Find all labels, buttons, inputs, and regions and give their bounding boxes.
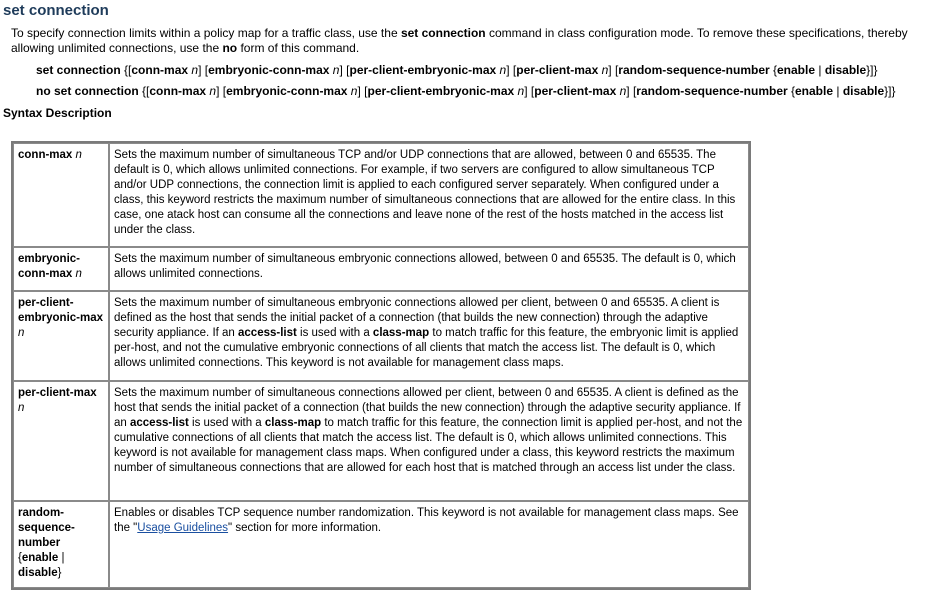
usage-guidelines-link[interactable]: Usage Guidelines bbox=[137, 522, 229, 534]
description-cell: Sets the maximum number of simultaneous TCP and/or UDP connections that are allowed, between 0 and 65535. The default is 0, which allows unlimited connections. For example, if two servers are configured to allow simultaneous TCP and/or UDP connections, the connection limit is applied to each configured server separately. When configured under a class, this keyword restricts the maximum number of simultaneous connections that are allowed for the entire class. In this case, one atack host can consume all the connections and leave none of the rest of the hosts matched in the access list under the class. bbox=[109, 143, 749, 247]
page-title: set connection bbox=[3, 2, 109, 19]
table-row bbox=[13, 501, 749, 588]
syntax-line-no-set: no set connection {[conn-max n] [embryonic-conn-max n] [per-client-embryonic-max n] [per-client-max n] [random-sequence-number {enable | disable}]} bbox=[36, 84, 896, 98]
syntax-line-set: set connection {[conn-max n] [embryonic-conn-max n] [per-client-embryonic-max n] [per-client-max n] [random-sequence-number {enable | disable}]} bbox=[36, 63, 878, 77]
description-cell: Sets the maximum number of simultaneous embryonic connections allowed per client, between 0 and 65535. A client is defined as the host that sends the initial packet of a connection (that builds the new connection) through the adaptive security appliance. If an access-list is used with a class-map to match traffic for this feature, the embryonic limit is applied per-host, and not the cumulative embryonic connections of all clients that match the access list. The default is 0, which allows unlimited connections. This keyword is not available for management class maps. bbox=[109, 291, 749, 381]
term-cell: per-client-embryonic-max n bbox=[13, 291, 109, 381]
term-cell: embryonic-conn-max n bbox=[13, 247, 109, 291]
syntax-description-heading: Syntax Description bbox=[3, 106, 112, 120]
term-cell: per-client-max n bbox=[13, 381, 109, 501]
term-cell: random-sequence-number {enable | disable} bbox=[13, 501, 109, 588]
syntax-description-table bbox=[11, 141, 751, 590]
no-keyword: no bbox=[222, 41, 238, 55]
table-row bbox=[13, 143, 749, 247]
description-cell: Enables or disables TCP sequence number randomization. This keyword is not available for management class maps. See the "Usage Guidelines" section for more information. bbox=[109, 501, 749, 588]
term-cell: conn-max n bbox=[13, 143, 109, 247]
command-description: To specify connection limits within a policy map for a traffic class, use the set connection command in class configuration mode. To remove these specifications, thereby allowing unlimited connections, use the no form of this command. bbox=[11, 26, 908, 55]
command-keyword: set connection bbox=[400, 26, 486, 40]
table-row bbox=[13, 381, 749, 501]
table-row bbox=[13, 291, 749, 381]
table-row bbox=[13, 247, 749, 291]
description-cell: Sets the maximum number of simultaneous embryonic connections allowed, between 0 and 65535. The default is 0, which allows unlimited connections. bbox=[109, 247, 749, 291]
description-cell: Sets the maximum number of simultaneous connections allowed per client, between 0 and 65535. A client is defined as the host that sends the initial packet of a connection (that builds the new connection) through the adaptive security appliance. If an access-list is used with a class-map to match traffic for this feature, the connection limit is applied per-host, and not the cumulative connections of all clients that match the access list. The default is 0, which allows unlimited connections. This keyword is not available for management class maps. When configured under a class, this keyword restricts the maximum number of simultaneous connections that are allowed for each host that is matched through an access list under the class. bbox=[109, 381, 749, 501]
